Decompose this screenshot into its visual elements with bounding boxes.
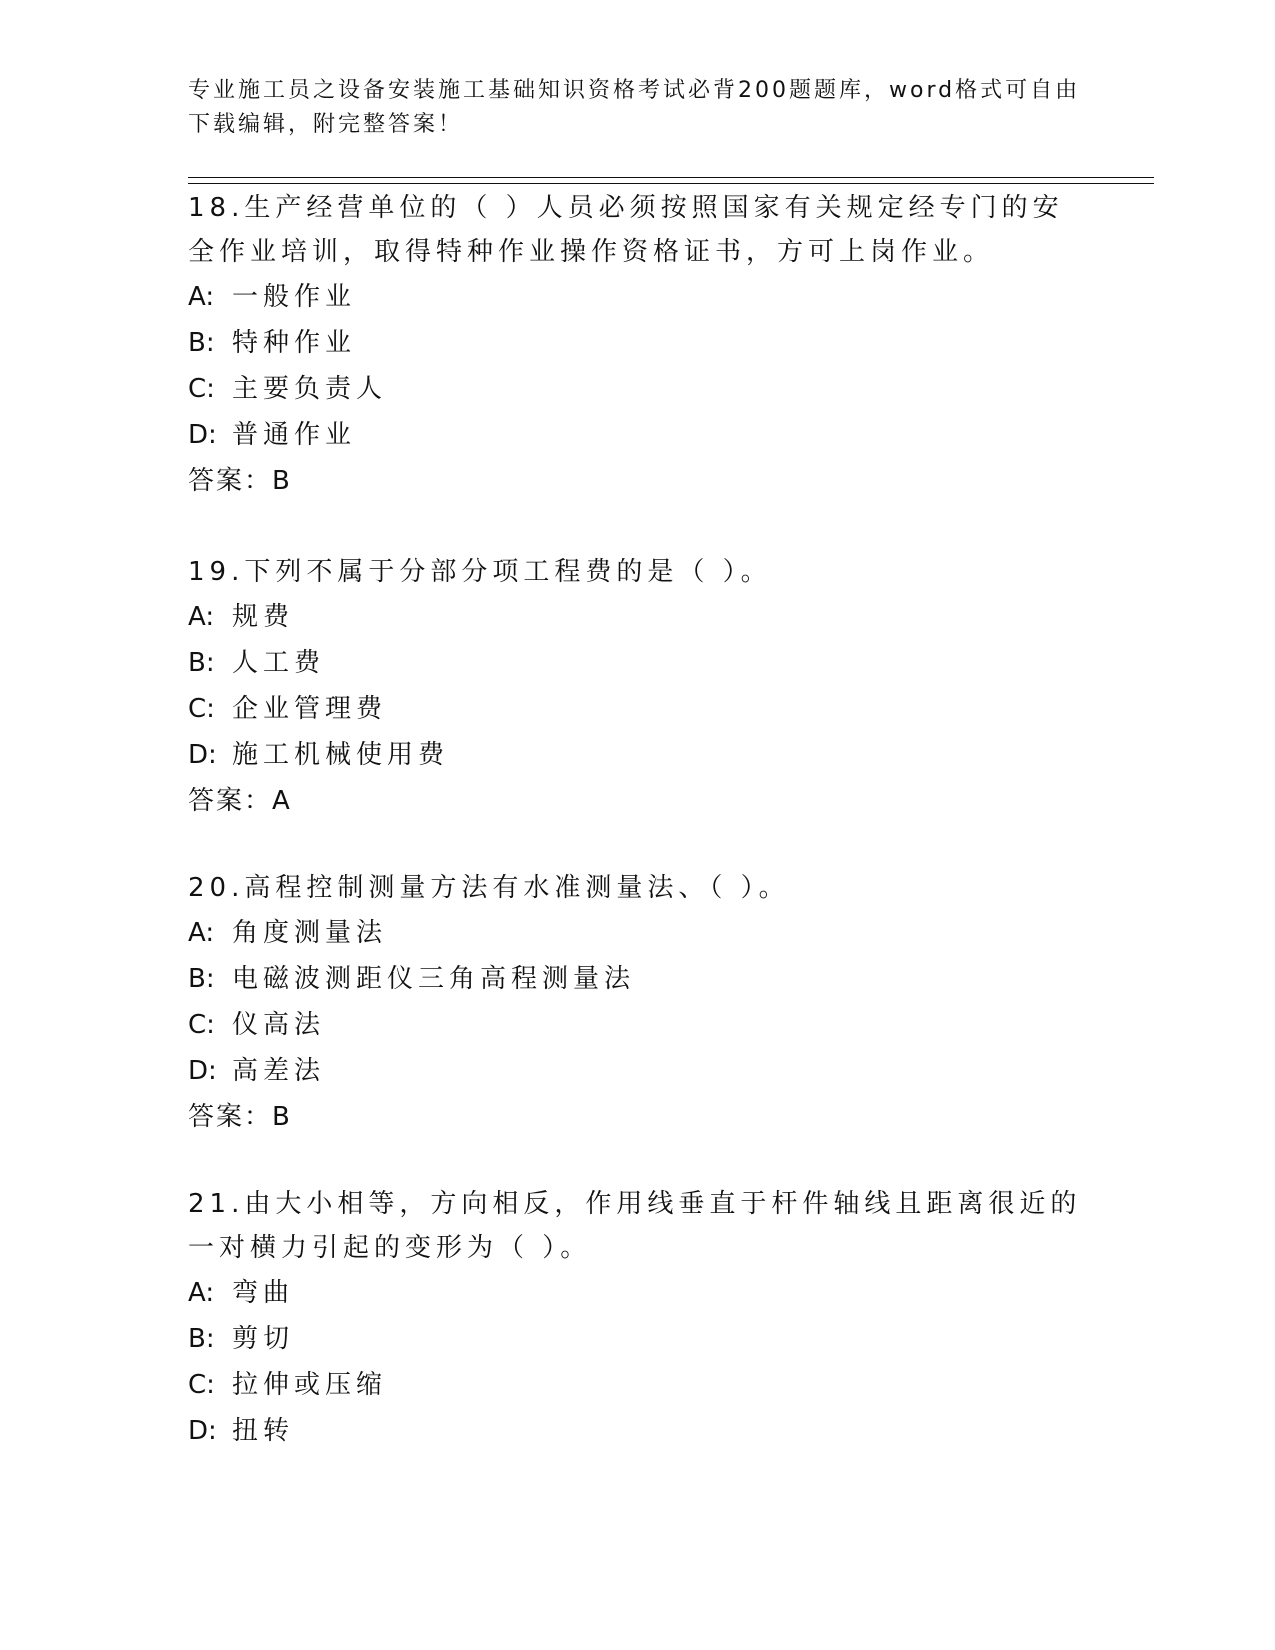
question-21 — [188, 1182, 1088, 1454]
option-a — [188, 274, 1088, 320]
option-a — [188, 594, 1088, 640]
option-b — [188, 320, 1088, 366]
option-key: B: — [188, 1324, 215, 1354]
option-key: C: — [188, 694, 215, 724]
option-key: D: — [188, 740, 217, 770]
option-key: D: — [188, 1416, 217, 1446]
option-d — [188, 1408, 1088, 1454]
answer-line: 答案：B — [188, 466, 292, 496]
option-d — [188, 1048, 1088, 1094]
option-key: A: — [188, 918, 215, 948]
option-key: B: — [188, 964, 215, 994]
question-20 — [188, 866, 1088, 1140]
question-stem: 18.生产经营单位的（ ）人员必须按照国家有关规定经专门的安全作业培训，取得特种作业操作资格证书，方可上岗作业。 — [188, 193, 1064, 267]
option-key: C: — [188, 1010, 215, 1040]
option-b — [188, 1316, 1088, 1362]
answer-line: 答案：A — [188, 786, 292, 816]
option-text: 仪高法 — [232, 1010, 326, 1040]
option-list — [188, 1270, 1088, 1454]
option-text: 电磁波测距仪三角高程测量法 — [232, 964, 636, 994]
option-c — [188, 1002, 1088, 1048]
option-key: A: — [188, 602, 215, 632]
option-text: 角度测量法 — [232, 918, 388, 948]
option-list — [188, 594, 1088, 778]
option-text: 规费 — [232, 602, 295, 632]
option-d — [188, 732, 1088, 778]
question-19 — [188, 550, 1088, 824]
option-key: C: — [188, 374, 215, 404]
option-d — [188, 412, 1088, 458]
option-key: B: — [188, 648, 215, 678]
option-text: 特种作业 — [232, 328, 357, 358]
answer-line: 答案：B — [188, 1102, 292, 1132]
option-key: A: — [188, 282, 215, 312]
option-text: 主要负责人 — [232, 374, 388, 404]
option-b — [188, 640, 1088, 686]
option-key: D: — [188, 1056, 217, 1086]
option-text: 人工费 — [232, 648, 326, 678]
header-divider-top — [188, 177, 1154, 178]
option-c — [188, 1362, 1088, 1408]
option-key: B: — [188, 328, 215, 358]
question-stem: 21.由大小相等，方向相反，作用线垂直于杆件轴线且距离很近的一对横力引起的变形为（ ）。 — [188, 1189, 1082, 1263]
option-text: 扭转 — [232, 1416, 295, 1446]
question-stem: 19.下列不属于分部分项工程费的是（ ）。 — [188, 557, 772, 587]
option-a — [188, 1270, 1088, 1316]
document-intro — [188, 74, 1088, 142]
question-stem: 20.高程控制测量方法有水准测量法、（ ）。 — [188, 873, 790, 903]
option-text: 普通作业 — [232, 420, 357, 450]
option-c — [188, 366, 1088, 412]
option-key: C: — [188, 1370, 215, 1400]
option-text: 拉伸或压缩 — [232, 1370, 388, 1400]
option-c — [188, 686, 1088, 732]
option-text: 企业管理费 — [232, 694, 388, 724]
question-18 — [188, 186, 1088, 504]
option-a — [188, 910, 1088, 956]
option-text: 一般作业 — [232, 282, 357, 312]
option-list — [188, 910, 1088, 1094]
option-text: 剪切 — [232, 1324, 295, 1354]
option-text: 弯曲 — [232, 1278, 295, 1308]
option-text: 高差法 — [232, 1056, 326, 1086]
option-key: D: — [188, 420, 217, 450]
option-b — [188, 956, 1088, 1002]
intro-text: 专业施工员之设备安装施工基础知识资格考试必背200题题库，word格式可自由下载编辑，附完整答案！ — [188, 78, 1081, 137]
option-key: A: — [188, 1278, 215, 1308]
option-text: 施工机械使用费 — [232, 740, 450, 770]
header-divider-bottom — [188, 183, 1154, 184]
option-list — [188, 274, 1088, 458]
